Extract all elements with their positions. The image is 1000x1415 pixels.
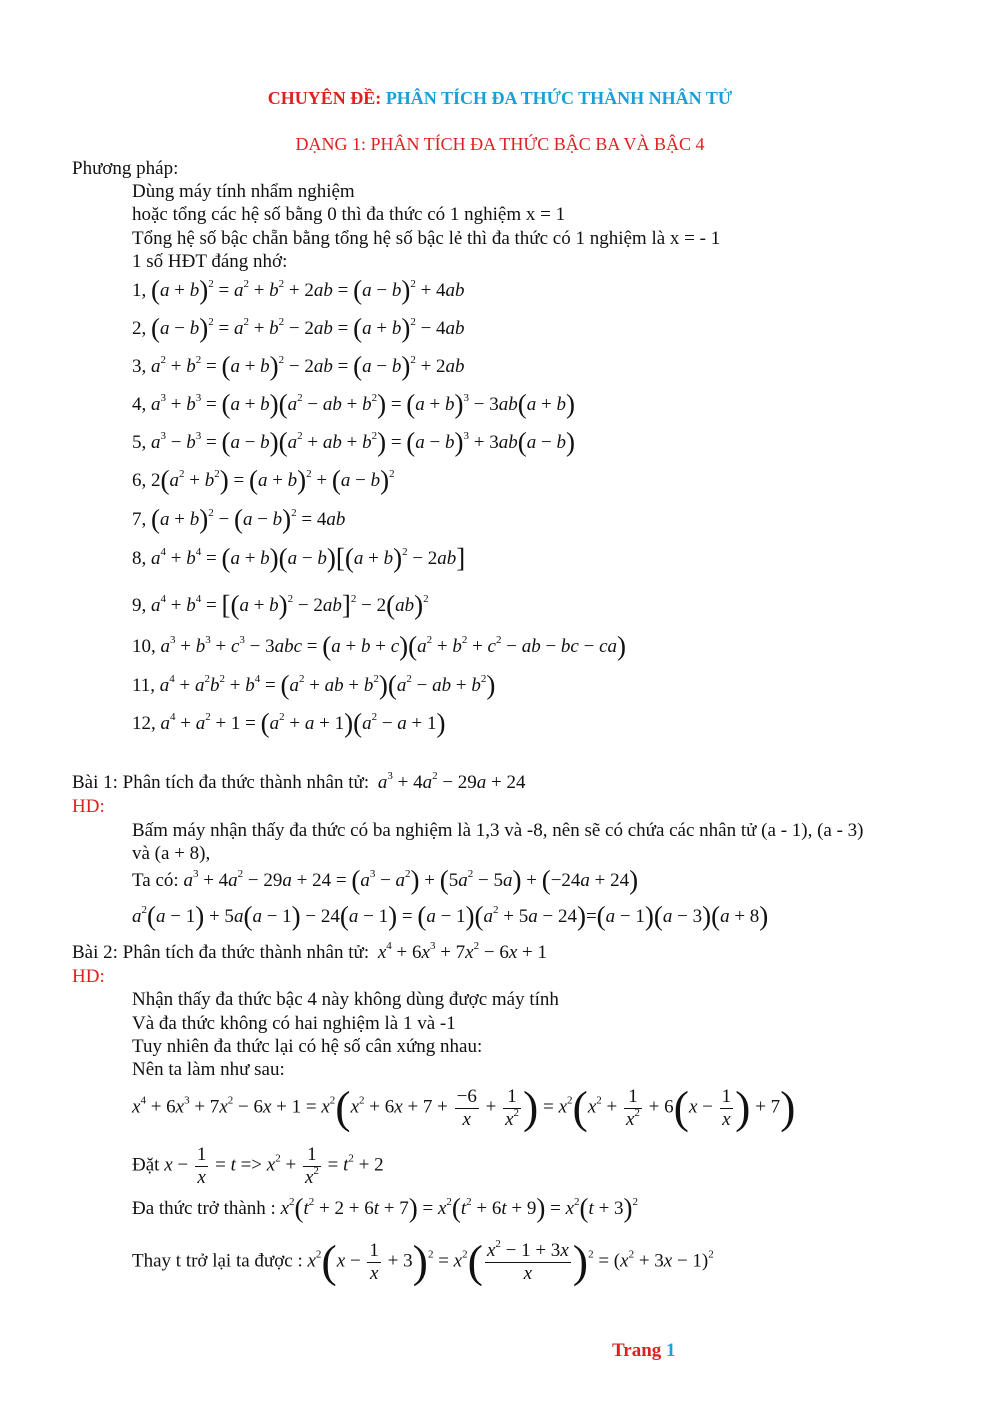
exercise-2-text: Và đa thức không có hai nghiệm là 1 và -1 (132, 1013, 456, 1034)
identity-2: 2, $(a - b)^2 = a^2 + b^2 - 2ab = (a + b)^2 - 4ab$ (132, 313, 465, 343)
page-footer (612, 1340, 676, 1362)
identity-1: 1, $(a + b)^2 = a^2 + b^2 + 2ab = (a - b)^2 + 4ab$ (132, 275, 465, 305)
exercise-1-hint-label: HD: (72, 796, 105, 817)
identity-6: 6, $2(a^2 + b^2) = (a + b)^2 + (a - b)^2$ (132, 465, 395, 495)
section-subtitle: DẠNG 1: PHÂN TÍCH ĐA THỨC BẬC BA VÀ BẬC 4 (295, 134, 705, 154)
page-number: 1 (666, 1340, 676, 1361)
identity-9: 9, $a^4 + b^4 = [(a + b)^2 - 2ab]^2 - 2(ab)^2$ (132, 590, 429, 620)
exercise-1-step-2: $a^2(a - 1) + 5a(a - 1) - 24(a - 1) = (a - 1)(a^2 + 5a - 24)=(a - 1)(a - 3)(a + 8)$ (132, 901, 769, 931)
identity-10: 10, $a^3 + b^3 + c^3 - 3abc = (a + b + c)(a^2 + b^2 + c^2$ − ab − bc − ca) (132, 631, 627, 661)
exercise-1-heading: Bài 1: Phân tích đa thức thành nhân tử: $a^3 + 4a^2 - 29a + 24$ (72, 770, 526, 793)
identity-3: 3, $a^2 + b^2 = (a + b)^2 - 2ab = (a - b)^2 + 2ab$ (132, 351, 465, 381)
exercise-2-substitution: Đặt x − $\frac{1}{x}$ = $t => x^2$ + $\frac{1}{x^2}$ = $t^2 + 2$ (132, 1144, 384, 1188)
exercise-1-step-1: Ta có: $a^3 + 4a^2 - 29a + 24 = (a^3 - a^2) + (5a^2 - 5a) + (-24a + 24)$ (132, 865, 639, 895)
exercise-2-step-3: Thay t trở lại ta được : $x^2(x$ − $\frac{1}{x}$ + $3)^2 = x^2$( $\frac{x^2 - 1 + 3x}{x}$ )$^2 = (x^2 + 3x - 1)^2$ (132, 1235, 714, 1287)
method-line: Dùng máy tính nhẩm nghiệm (132, 181, 355, 202)
method-heading: Phương pháp: (72, 158, 179, 179)
exercise-2-text: Nhận thấy đa thức bậc 4 này không dùng được máy tính (132, 989, 559, 1010)
exercise-2-text: Nên ta làm như sau: (132, 1059, 285, 1080)
identity-12: 12, $a^4 + a^2 + 1 = (a^2 + a + 1)(a^2 - a + 1)$ (132, 708, 446, 738)
exercise-2-heading: Bài 2: Phân tích đa thức thành nhân tử: $x^4 + 6x^3 + 7x^2 - 6x + 1$ (72, 940, 547, 963)
document-title (0, 88, 1000, 109)
identity-4: 4, $a^3 + b^3 = (a + b)(a^2$ − ab + $b^2) = (a + b)^3 - 3ab(a + b)$ (132, 389, 575, 419)
exercise-2-hint-label: HD: (72, 966, 105, 987)
topic-title: PHÂN TÍCH ĐA THỨC THÀNH NHÂN TỬ (385, 88, 733, 108)
identity-5: 5, $a^3 - b^3 = (a - b)(a^2$ + ab + $b^2) = (a - b)^3 + 3ab(a - b)$ (132, 427, 575, 457)
method-line: Tổng hệ số bậc chẵn bằng tổng hệ số bậc lẻ thì đa thức có 1 nghiệm là x = - 1 (132, 228, 721, 249)
exercise-2-step-2: Đa thức trở thành : $x^2(t^2 + 2 + 6t + 7) = x^2(t^2 + 6t + 9) = x^2(t + 3)^2$ (132, 1193, 639, 1223)
method-line: 1 số HĐT đáng nhớ: (132, 251, 288, 272)
exercise-2-text: Tuy nhiên đa thức lại có hệ số cân xứng nhau: (132, 1036, 483, 1057)
exercise-2-step-1: $x^4 + 6x^3 + 7x^2 - 6x + 1 = x^2(x^2 + 6x + 7$ + $\frac{-6}{x}$ + $\frac{1}{x^2}$ ) = $x^2(x^2$ + $\frac{1}{x^2}$ + 6(x − $\frac{1}{x}$ ) + 7) (132, 1081, 796, 1133)
exercise-2-problem: $x^4 + 6x^3 + 7x^2 - 6x + 1$ (377, 940, 547, 963)
method-line: hoặc tổng các hệ số bằng 0 thì đa thức có 1 nghiệm x = 1 (132, 204, 566, 225)
page-label: Trang (612, 1340, 662, 1361)
topic-label: CHUYÊN ĐỀ: (267, 88, 382, 108)
identity-7: 7, $(a + b)^2 - (a - b)^2 = 4ab$ (132, 504, 346, 534)
exercise-1-text: và (a + 8), (132, 843, 211, 864)
exercise-1-problem: $a^3 + 4a^2 - 29a + 24$ (377, 770, 526, 793)
identity-11: 11, $a^4 + a^2b^2 + b^4 = (a^2$ + ab + $b^2)(a^2$ − ab + $b^2$) (132, 670, 496, 700)
exercise-1-text: Bấm máy nhận thấy đa thức có ba nghiệm là 1,3 và -8, nên sẽ có chứa các nhân tử (a - 1), (a - 3) (132, 820, 864, 841)
identity-8: 8, $a^4 + b^4 = (a + b)(a - b)[(a + b)^2 - 2ab]$ (132, 543, 466, 573)
